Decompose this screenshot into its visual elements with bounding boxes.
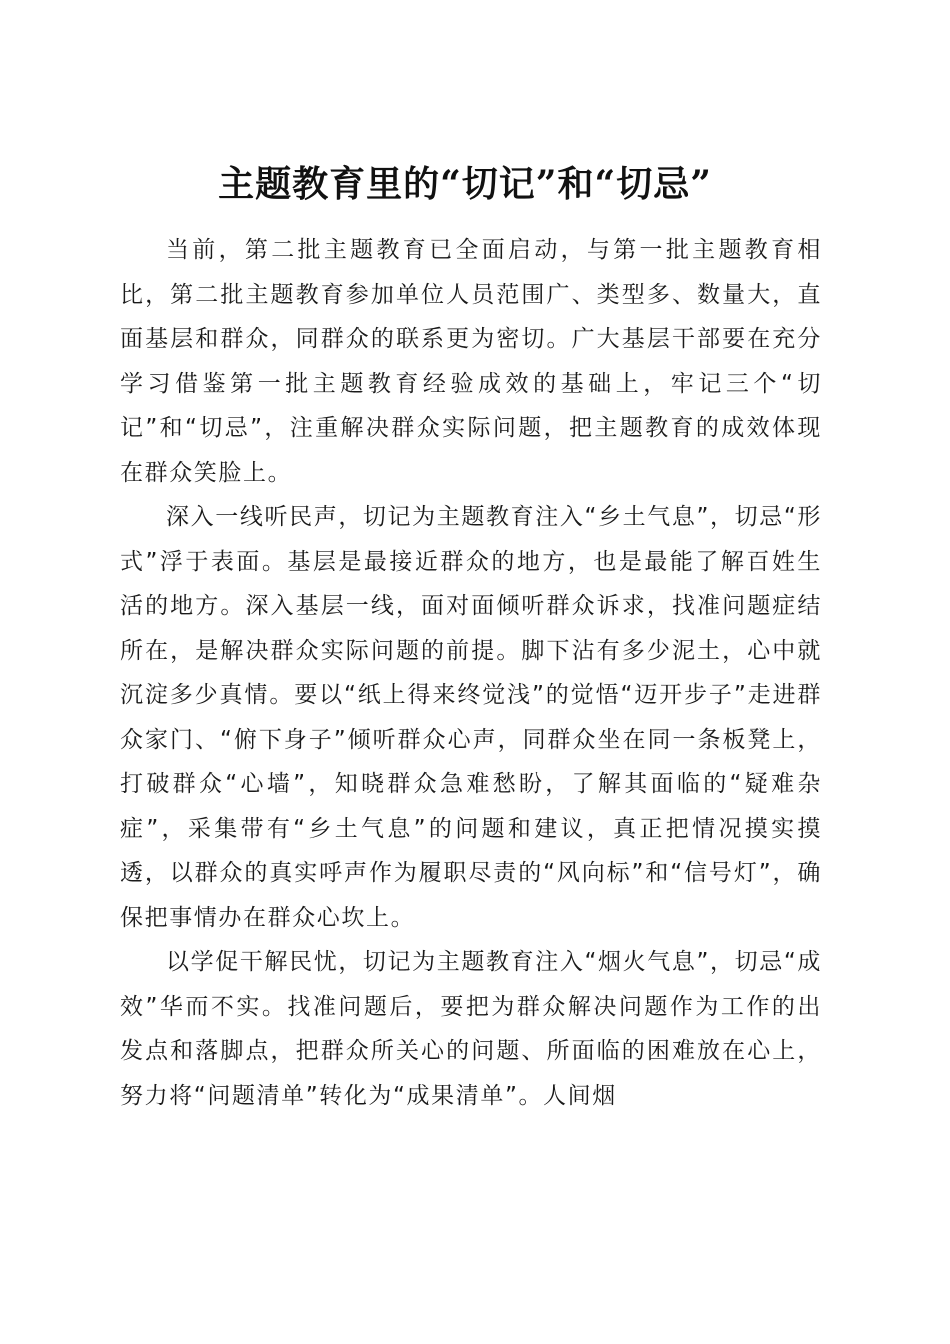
paragraph-listen-to-people: 深入一线听民声，切记为主题教育注入“乡土气息”，切忌“形式”浮于表面。基层是最接近群众的地方，也是最能了解百姓生活的地方。深入基层一线，面对面倾听群众诉求，找准问题症结所在，是解决群众实际问题的前提。脚下沾有多少泥土，心中就沉淀多少真情。要以“纸上得来终觉浅”的觉悟“迈开步子”走进群众家门、“俯下身子”倾听群众心声，同群众坐在同一条板凳上，打破群众“心墙”，知晓群众急难愁盼，了解其面临的“疑难杂症”，采集带有“乡土气息”的问题和建议，真正把情况摸实摸透，以群众的真实呼声作为履职尽责的“风向标”和“信号灯”，确保把事情办在群众心坎上。 — [120, 504, 822, 931]
page-title: 主题教育里的“切记”和“切忌” — [218, 163, 712, 206]
paragraph-intro: 当前，第二批主题教育已全面启动，与第一批主题教育相比，第二批主题教育参加单位人员范围广、类型多、数量大，直面基层和群众，同群众的联系更为密切。广大基层干部要在充分学习借鉴第一批主题教育经验成效的基础上，牢记三个“切记”和“切忌”，注重解决群众实际问题，把主题教育的成效体现在群众笑脸上。 — [120, 237, 822, 486]
article-body — [120, 228, 822, 1118]
paragraph-solve-problems: 以学促干解民忧，切记为主题教育注入“烟火气息”，切忌“成效”华而不实。找准问题后，要把为群众解决问题作为工作的出发点和落脚点，把群众所关心的问题、所面临的困难放在心上，努力将“问题清单”转化为“成果清单”。人间烟 — [120, 949, 822, 1109]
